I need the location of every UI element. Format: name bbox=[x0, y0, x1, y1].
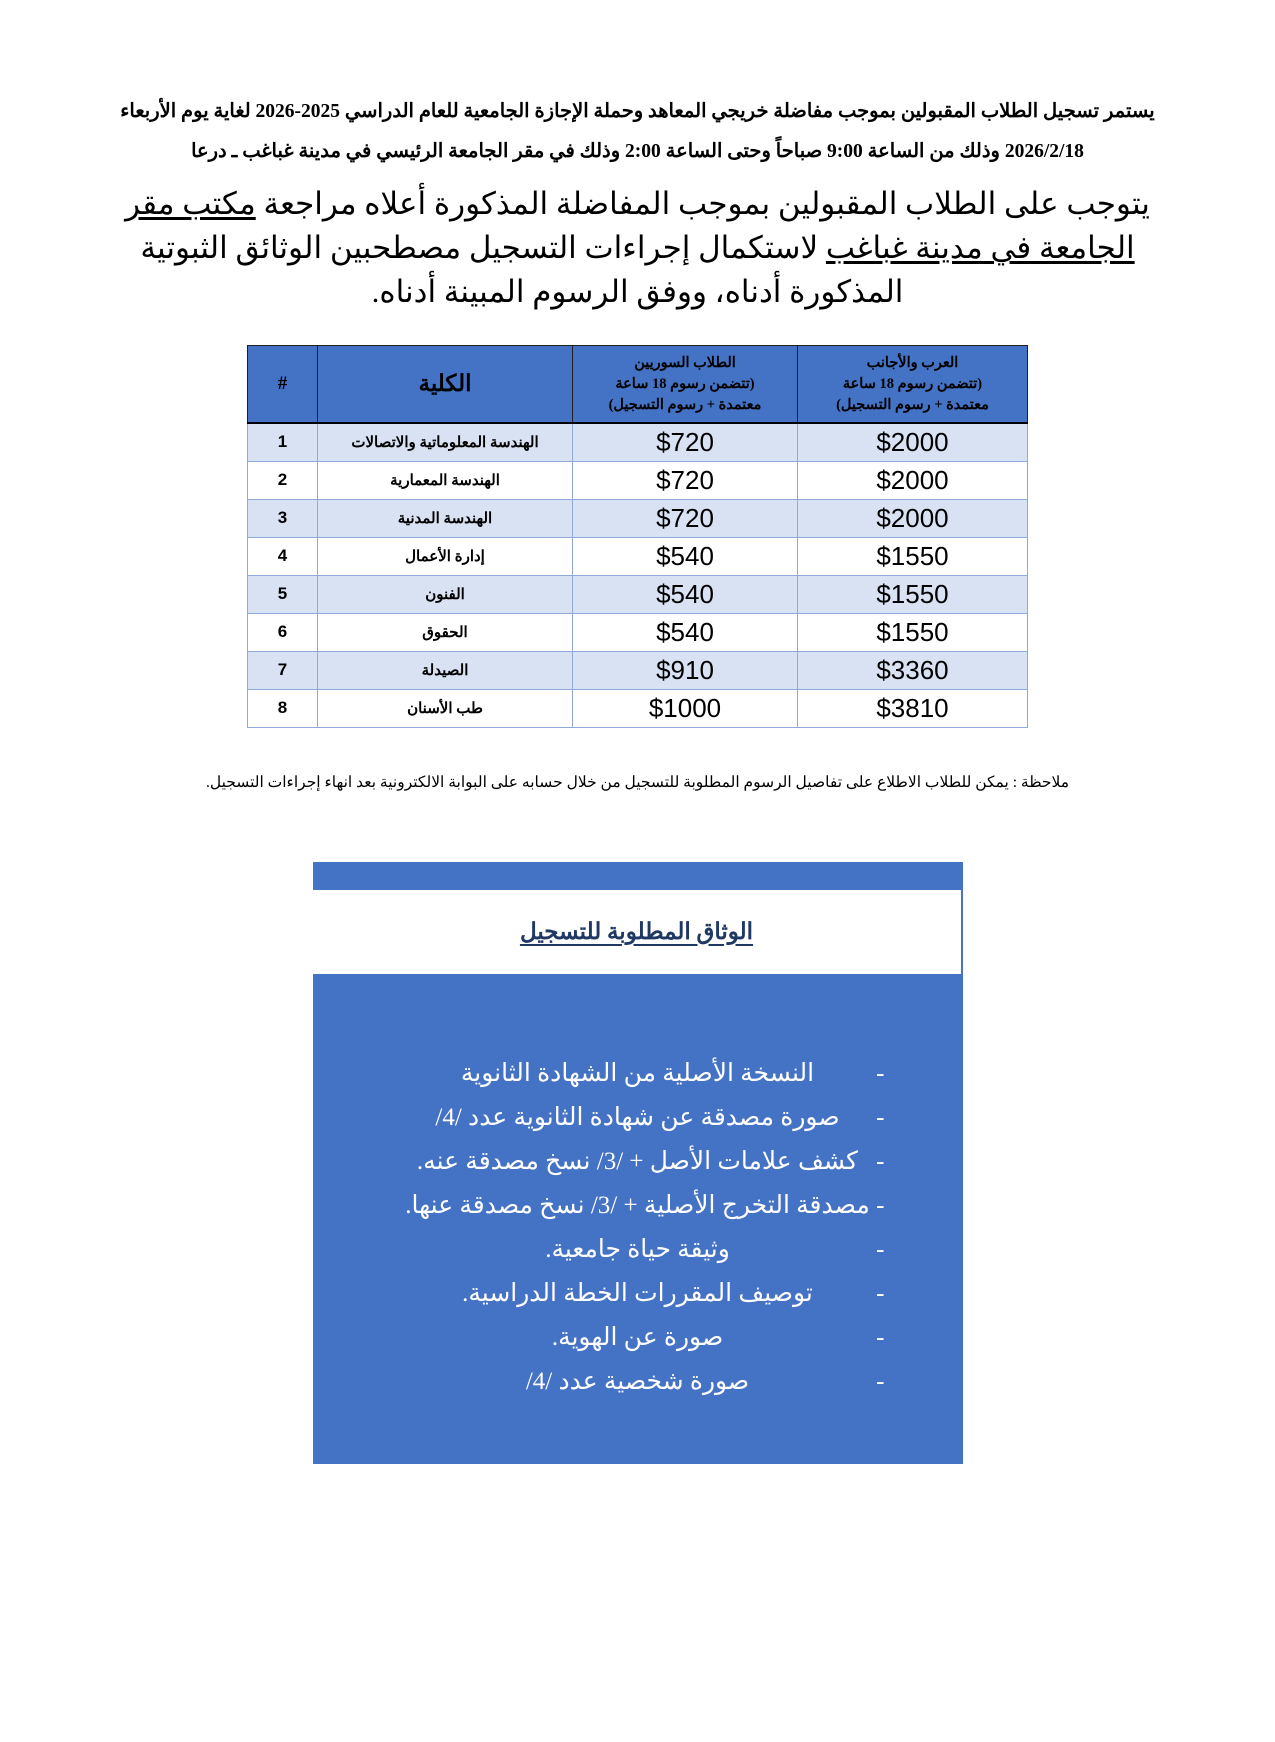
column-header-syrian bbox=[573, 346, 798, 424]
bullet-dash-icon: - bbox=[876, 1367, 885, 1395]
announcement-line-2: 2026/2/18 وذلك من الساعة 9:00 صباحاً وحتى الساعة 2:00 وذلك في مقر الجامعة الرئيسي في مدينة غباغب ـ درعا bbox=[191, 141, 1084, 162]
column-header-number: # bbox=[248, 346, 318, 424]
list-item bbox=[313, 1360, 963, 1404]
list-item bbox=[313, 1228, 963, 1272]
column-header-syrian-line2: (تتضمن رسوم 18 ساعة bbox=[615, 375, 755, 392]
list-item-label: توصيف المقررات الخطة الدراسية. bbox=[462, 1279, 813, 1307]
list-item bbox=[313, 1096, 963, 1140]
list-item bbox=[313, 1140, 963, 1184]
instruction-paragraph bbox=[90, 182, 1185, 314]
bullet-dash-icon: - bbox=[876, 1323, 885, 1351]
table-header-row bbox=[248, 346, 1028, 424]
cell-row-number: 2 bbox=[248, 461, 318, 499]
table-row bbox=[248, 575, 1028, 613]
cell-syrian-fee: $910 bbox=[573, 651, 798, 689]
cell-row-number: 6 bbox=[248, 613, 318, 651]
cell-row-number: 7 bbox=[248, 651, 318, 689]
cell-foreign-fee: $1550 bbox=[798, 613, 1028, 651]
fees-table-container bbox=[90, 345, 1185, 728]
column-header-syrian-line3: معتمدة + رسوم التسجيل) bbox=[608, 396, 762, 413]
table-row bbox=[248, 423, 1028, 461]
column-header-syrian-line1: الطلاب السوريين bbox=[634, 354, 736, 371]
cell-row-number: 8 bbox=[248, 689, 318, 727]
announcement-line-1: يستمر تسجيل الطلاب المقبولين بموجب مفاضلة خريجي المعاهد وحملة الإجازة الجامعية للعام الدراسي 2025-2026 لغاية يوم الأربعاء bbox=[120, 101, 1155, 122]
panel-top-band bbox=[313, 862, 963, 890]
table-row bbox=[248, 499, 1028, 537]
cell-syrian-fee: $540 bbox=[573, 575, 798, 613]
list-item bbox=[313, 1316, 963, 1360]
cell-syrian-fee: $540 bbox=[573, 537, 798, 575]
bullet-dash-icon: - bbox=[876, 1147, 885, 1175]
table-row bbox=[248, 689, 1028, 727]
cell-foreign-fee: $1550 bbox=[798, 575, 1028, 613]
bullet-dash-icon: - bbox=[876, 1235, 885, 1263]
list-item bbox=[313, 1184, 963, 1228]
column-header-foreign bbox=[798, 346, 1028, 424]
list-item-label: صورة عن الهوية. bbox=[551, 1323, 724, 1351]
instruction-underlined-location: مكتب مقر الجامعة في مدينة غباغب bbox=[125, 186, 1135, 265]
table-row bbox=[248, 651, 1028, 689]
panel-body bbox=[313, 974, 963, 1464]
bullet-dash-icon: - bbox=[876, 1103, 885, 1131]
table-row bbox=[248, 613, 1028, 651]
cell-college-name: طب الأسنان bbox=[318, 689, 573, 727]
cell-foreign-fee: $2000 bbox=[798, 423, 1028, 461]
column-header-foreign-line2: (تتضمن رسوم 18 ساعة bbox=[842, 375, 983, 392]
cell-college-name: الصيدلة bbox=[318, 651, 573, 689]
cell-foreign-fee: $1550 bbox=[798, 537, 1028, 575]
table-row bbox=[248, 461, 1028, 499]
table-row bbox=[248, 537, 1028, 575]
cell-row-number: 1 bbox=[248, 423, 318, 461]
column-header-college: الكلية bbox=[318, 346, 573, 424]
cell-foreign-fee: $2000 bbox=[798, 461, 1028, 499]
list-item-label: النسخة الأصلية من الشهادة الثانوية bbox=[460, 1059, 815, 1087]
cell-college-name: إدارة الأعمال bbox=[318, 537, 573, 575]
bullet-dash-icon: - bbox=[876, 1279, 885, 1307]
bullet-dash-icon: - bbox=[876, 1191, 885, 1219]
cell-foreign-fee: $2000 bbox=[798, 499, 1028, 537]
fees-note: ملاحظة : يمكن للطلاب الاطلاع على تفاصيل الرسوم المطلوبة للتسجيل من خلال حسابه على البوابة الالكترونية بعد انهاء إجراءات التسجيل. bbox=[205, 773, 1070, 791]
required-documents-list bbox=[313, 1052, 963, 1404]
document-page bbox=[0, 92, 1275, 1742]
panel-title-band bbox=[313, 890, 963, 974]
list-item-label: مصدقة التخرج الأصلية + /3/ نسخ مصدقة عنها. bbox=[405, 1191, 870, 1219]
cell-syrian-fee: $720 bbox=[573, 423, 798, 461]
required-documents-title: الوثاق المطلوبة للتسجيل bbox=[519, 918, 754, 944]
column-header-foreign-line3: معتمدة + رسوم التسجيل) bbox=[836, 396, 989, 413]
cell-college-name: الهندسة المعمارية bbox=[318, 461, 573, 499]
cell-row-number: 5 bbox=[248, 575, 318, 613]
cell-syrian-fee: $720 bbox=[573, 499, 798, 537]
cell-syrian-fee: $720 bbox=[573, 461, 798, 499]
list-item-label: صورة شخصية عدد /4/ bbox=[525, 1367, 750, 1395]
cell-college-name: الحقوق bbox=[318, 613, 573, 651]
cell-college-name: الهندسة المدنية bbox=[318, 499, 573, 537]
fees-table-body bbox=[248, 423, 1028, 727]
instruction-segment-3: لاستكمال إجراءات التسجيل مصطحبين الوثائق الثبوتية المذكورة أدناه، ووفق الرسوم المبينة أدناه. bbox=[140, 230, 904, 309]
list-item-label: كشف علامات الأصل + /3/ نسخ مصدقة عنه. bbox=[416, 1147, 859, 1175]
cell-row-number: 3 bbox=[248, 499, 318, 537]
cell-foreign-fee: $3810 bbox=[798, 689, 1028, 727]
cell-college-name: الفنون bbox=[318, 575, 573, 613]
instruction-segment-1: يتوجب على الطلاب المقبولين بموجب المفاضلة المذكورة أعلاه مراجعة bbox=[255, 186, 1150, 221]
cell-row-number: 4 bbox=[248, 537, 318, 575]
fees-table bbox=[247, 345, 1028, 728]
list-item bbox=[313, 1052, 963, 1096]
cell-syrian-fee: $1000 bbox=[573, 689, 798, 727]
list-item-label: وثيقة حياة جامعية. bbox=[545, 1235, 730, 1263]
cell-syrian-fee: $540 bbox=[573, 613, 798, 651]
bullet-dash-icon: - bbox=[876, 1059, 885, 1087]
cell-college-name: الهندسة المعلوماتية والاتصالات bbox=[318, 423, 573, 461]
cell-foreign-fee: $3360 bbox=[798, 651, 1028, 689]
announcement-paragraph bbox=[90, 92, 1185, 172]
fees-table-header bbox=[248, 346, 1028, 424]
list-item bbox=[313, 1272, 963, 1316]
list-item-label: صورة مصدقة عن شهادة الثانوية عدد /4/ bbox=[435, 1103, 840, 1131]
required-documents-panel bbox=[313, 862, 963, 1464]
column-header-foreign-line1: العرب والأجانب bbox=[866, 354, 959, 371]
